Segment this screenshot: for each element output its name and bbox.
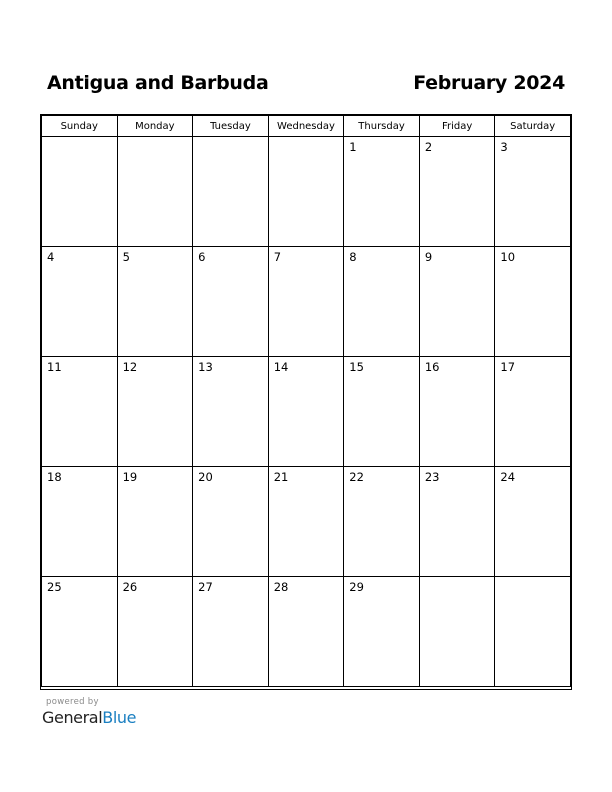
country-title: Antigua and Barbuda: [47, 72, 269, 94]
weekday-friday: Friday: [419, 116, 495, 137]
day-number: 26: [122, 580, 138, 594]
generalblue-logo[interactable]: [42, 708, 136, 727]
day-number: [118, 137, 193, 140]
day-cell: [42, 467, 118, 577]
day-number: 20: [198, 470, 213, 484]
brand-general: General: [42, 708, 103, 727]
day-cell: [495, 467, 571, 577]
day-number: 15: [349, 360, 364, 374]
day-cell: [193, 577, 269, 687]
day-number: 7: [273, 250, 282, 264]
day-number: [42, 137, 117, 140]
weekday-monday: Monday: [117, 116, 193, 137]
day-number: 6: [198, 250, 206, 264]
day-cell: [193, 247, 269, 357]
day-number: 1: [349, 140, 357, 154]
day-number: 23: [424, 470, 440, 484]
day-cell: [117, 357, 193, 467]
day-number: 27: [198, 580, 213, 594]
day-number: 12: [122, 360, 138, 374]
day-cell: [193, 137, 269, 247]
day-cell: [495, 247, 571, 357]
day-number: [495, 577, 570, 580]
day-number: 17: [500, 360, 516, 374]
day-cell: [42, 247, 118, 357]
day-number: 3: [500, 140, 508, 154]
day-cell: [117, 467, 193, 577]
month-year-title: February 2024: [413, 72, 565, 94]
day-cell: [193, 467, 269, 577]
week-row: [42, 577, 571, 687]
day-number: 16: [424, 360, 440, 374]
day-number: 21: [273, 470, 289, 484]
day-number: 10: [500, 250, 516, 264]
day-number: 11: [47, 360, 62, 374]
day-cell: [419, 467, 495, 577]
day-number: 4: [47, 250, 55, 264]
day-number: 19: [122, 470, 138, 484]
day-number: 25: [47, 580, 62, 594]
day-cell: [419, 247, 495, 357]
day-cell: [344, 467, 420, 577]
day-number: 2: [424, 140, 433, 154]
week-row: [42, 357, 571, 467]
day-cell: [419, 137, 495, 247]
day-cell: [42, 357, 118, 467]
day-cell: [268, 467, 344, 577]
day-cell: [268, 577, 344, 687]
day-number: [269, 137, 344, 140]
weekday-header-row: [42, 116, 571, 137]
weekday-sunday: Sunday: [42, 116, 118, 137]
day-number: 28: [273, 580, 289, 594]
day-number: 8: [349, 250, 357, 264]
day-number: 13: [198, 360, 213, 374]
week-row: [42, 467, 571, 577]
weekday-saturday: Saturday: [495, 116, 571, 137]
day-cell: [117, 137, 193, 247]
day-cell: [495, 357, 571, 467]
day-cell: [344, 247, 420, 357]
day-cell: [193, 357, 269, 467]
day-number: 14: [273, 360, 289, 374]
day-cell: [268, 137, 344, 247]
day-cell: [344, 577, 420, 687]
day-number: [420, 577, 495, 580]
day-cell: [419, 357, 495, 467]
day-cell: [42, 137, 118, 247]
day-cell: [42, 577, 118, 687]
weekday-wednesday: Wednesday: [268, 116, 344, 137]
day-cell: [268, 357, 344, 467]
day-number: 22: [349, 470, 364, 484]
brand-blue: Blue: [102, 708, 137, 727]
day-cell: [117, 247, 193, 357]
day-number: [193, 137, 268, 140]
day-cell: [268, 247, 344, 357]
day-cell: [117, 577, 193, 687]
day-number: 24: [500, 470, 516, 484]
weekday-thursday: Thursday: [344, 116, 420, 137]
weekday-tuesday: Tuesday: [193, 116, 269, 137]
calendar-grid: [41, 115, 571, 687]
week-row: [42, 247, 571, 357]
day-number: 18: [47, 470, 62, 484]
week-row: [42, 137, 571, 247]
day-cell: [344, 137, 420, 247]
powered-by-label: powered by: [46, 697, 99, 707]
day-cell: [419, 577, 495, 687]
day-cell: [344, 357, 420, 467]
day-cell: [495, 577, 571, 687]
day-number: 29: [349, 580, 364, 594]
day-cell: [495, 137, 571, 247]
day-number: 9: [424, 250, 433, 264]
day-number: 5: [122, 250, 130, 264]
